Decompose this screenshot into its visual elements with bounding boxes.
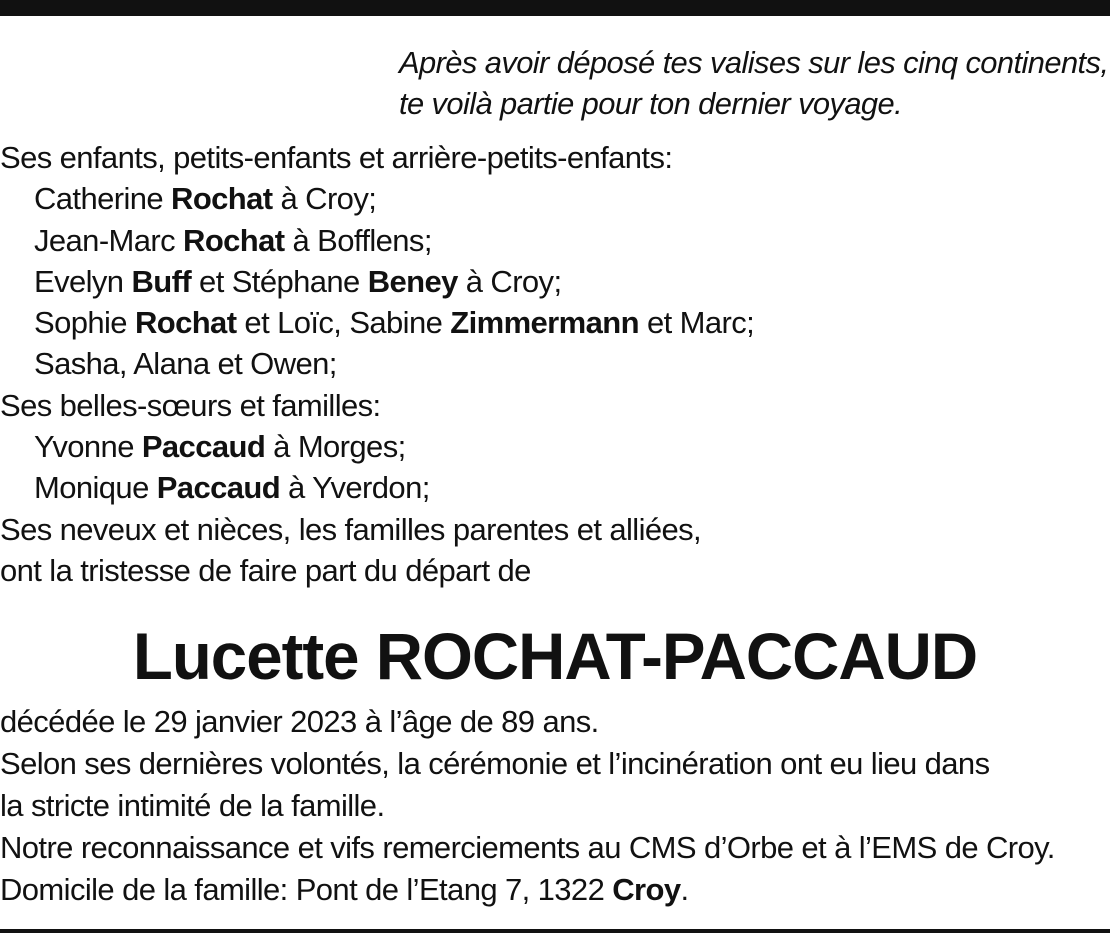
child-entry: Sasha, Alana et Owen; (34, 346, 337, 382)
announcement-line: ont la tristesse de faire part du départ de (0, 552, 531, 588)
child-entry: Catherine Rochat à Croy; (34, 181, 377, 217)
child-entry: Sophie Rochat et Loïc, Sabine Zimmermann et Marc; (34, 305, 755, 341)
address-line: Domicile de la famille: Pont de l’Etang 7, 1322 Croy. (0, 872, 689, 907)
child-entry: Jean-Marc Rochat à Bofflens; (34, 222, 432, 258)
children-intro: Ses enfants, petits-enfants et arrière-petits-enfants: (0, 140, 673, 175)
family-list (0, 137, 754, 591)
thanks-line: Notre reconnaissance et vifs remerciements au CMS d’Orbe et à l’EMS de Croy. (0, 830, 1055, 865)
epigraph-line-1: Après avoir déposé tes valises sur les cinq continents, (398, 45, 1108, 80)
top-border-rule (0, 0, 1110, 16)
child-entry: Evelyn Buff et Stéphane Beney à Croy; (34, 263, 562, 299)
relatives-line: Ses neveux et nièces, les familles parentes et alliées, (0, 511, 702, 547)
deceased-name: Lucette ROCHAT-PACCAUD (132, 619, 978, 693)
sister-entry: Yvonne Paccaud à Morges; (34, 429, 406, 465)
epigraph-line-2: te voilà partie pour ton dernier voyage. (398, 86, 902, 121)
bottom-border-rule (0, 929, 1110, 933)
ceremony-line-2: la stricte intimité de la famille. (0, 788, 385, 823)
details-block (0, 701, 1055, 911)
death-line: décédée le 29 janvier 2023 à l’âge de 89 ans. (0, 704, 599, 739)
sister-entry: Monique Paccaud à Yverdon; (34, 470, 430, 506)
ceremony-line-1: Selon ses dernières volontés, la cérémonie et l’incinération ont eu lieu dans (0, 746, 990, 781)
sisters-intro: Ses belles-sœurs et familles: (0, 387, 381, 423)
epigraph (397, 42, 1108, 124)
